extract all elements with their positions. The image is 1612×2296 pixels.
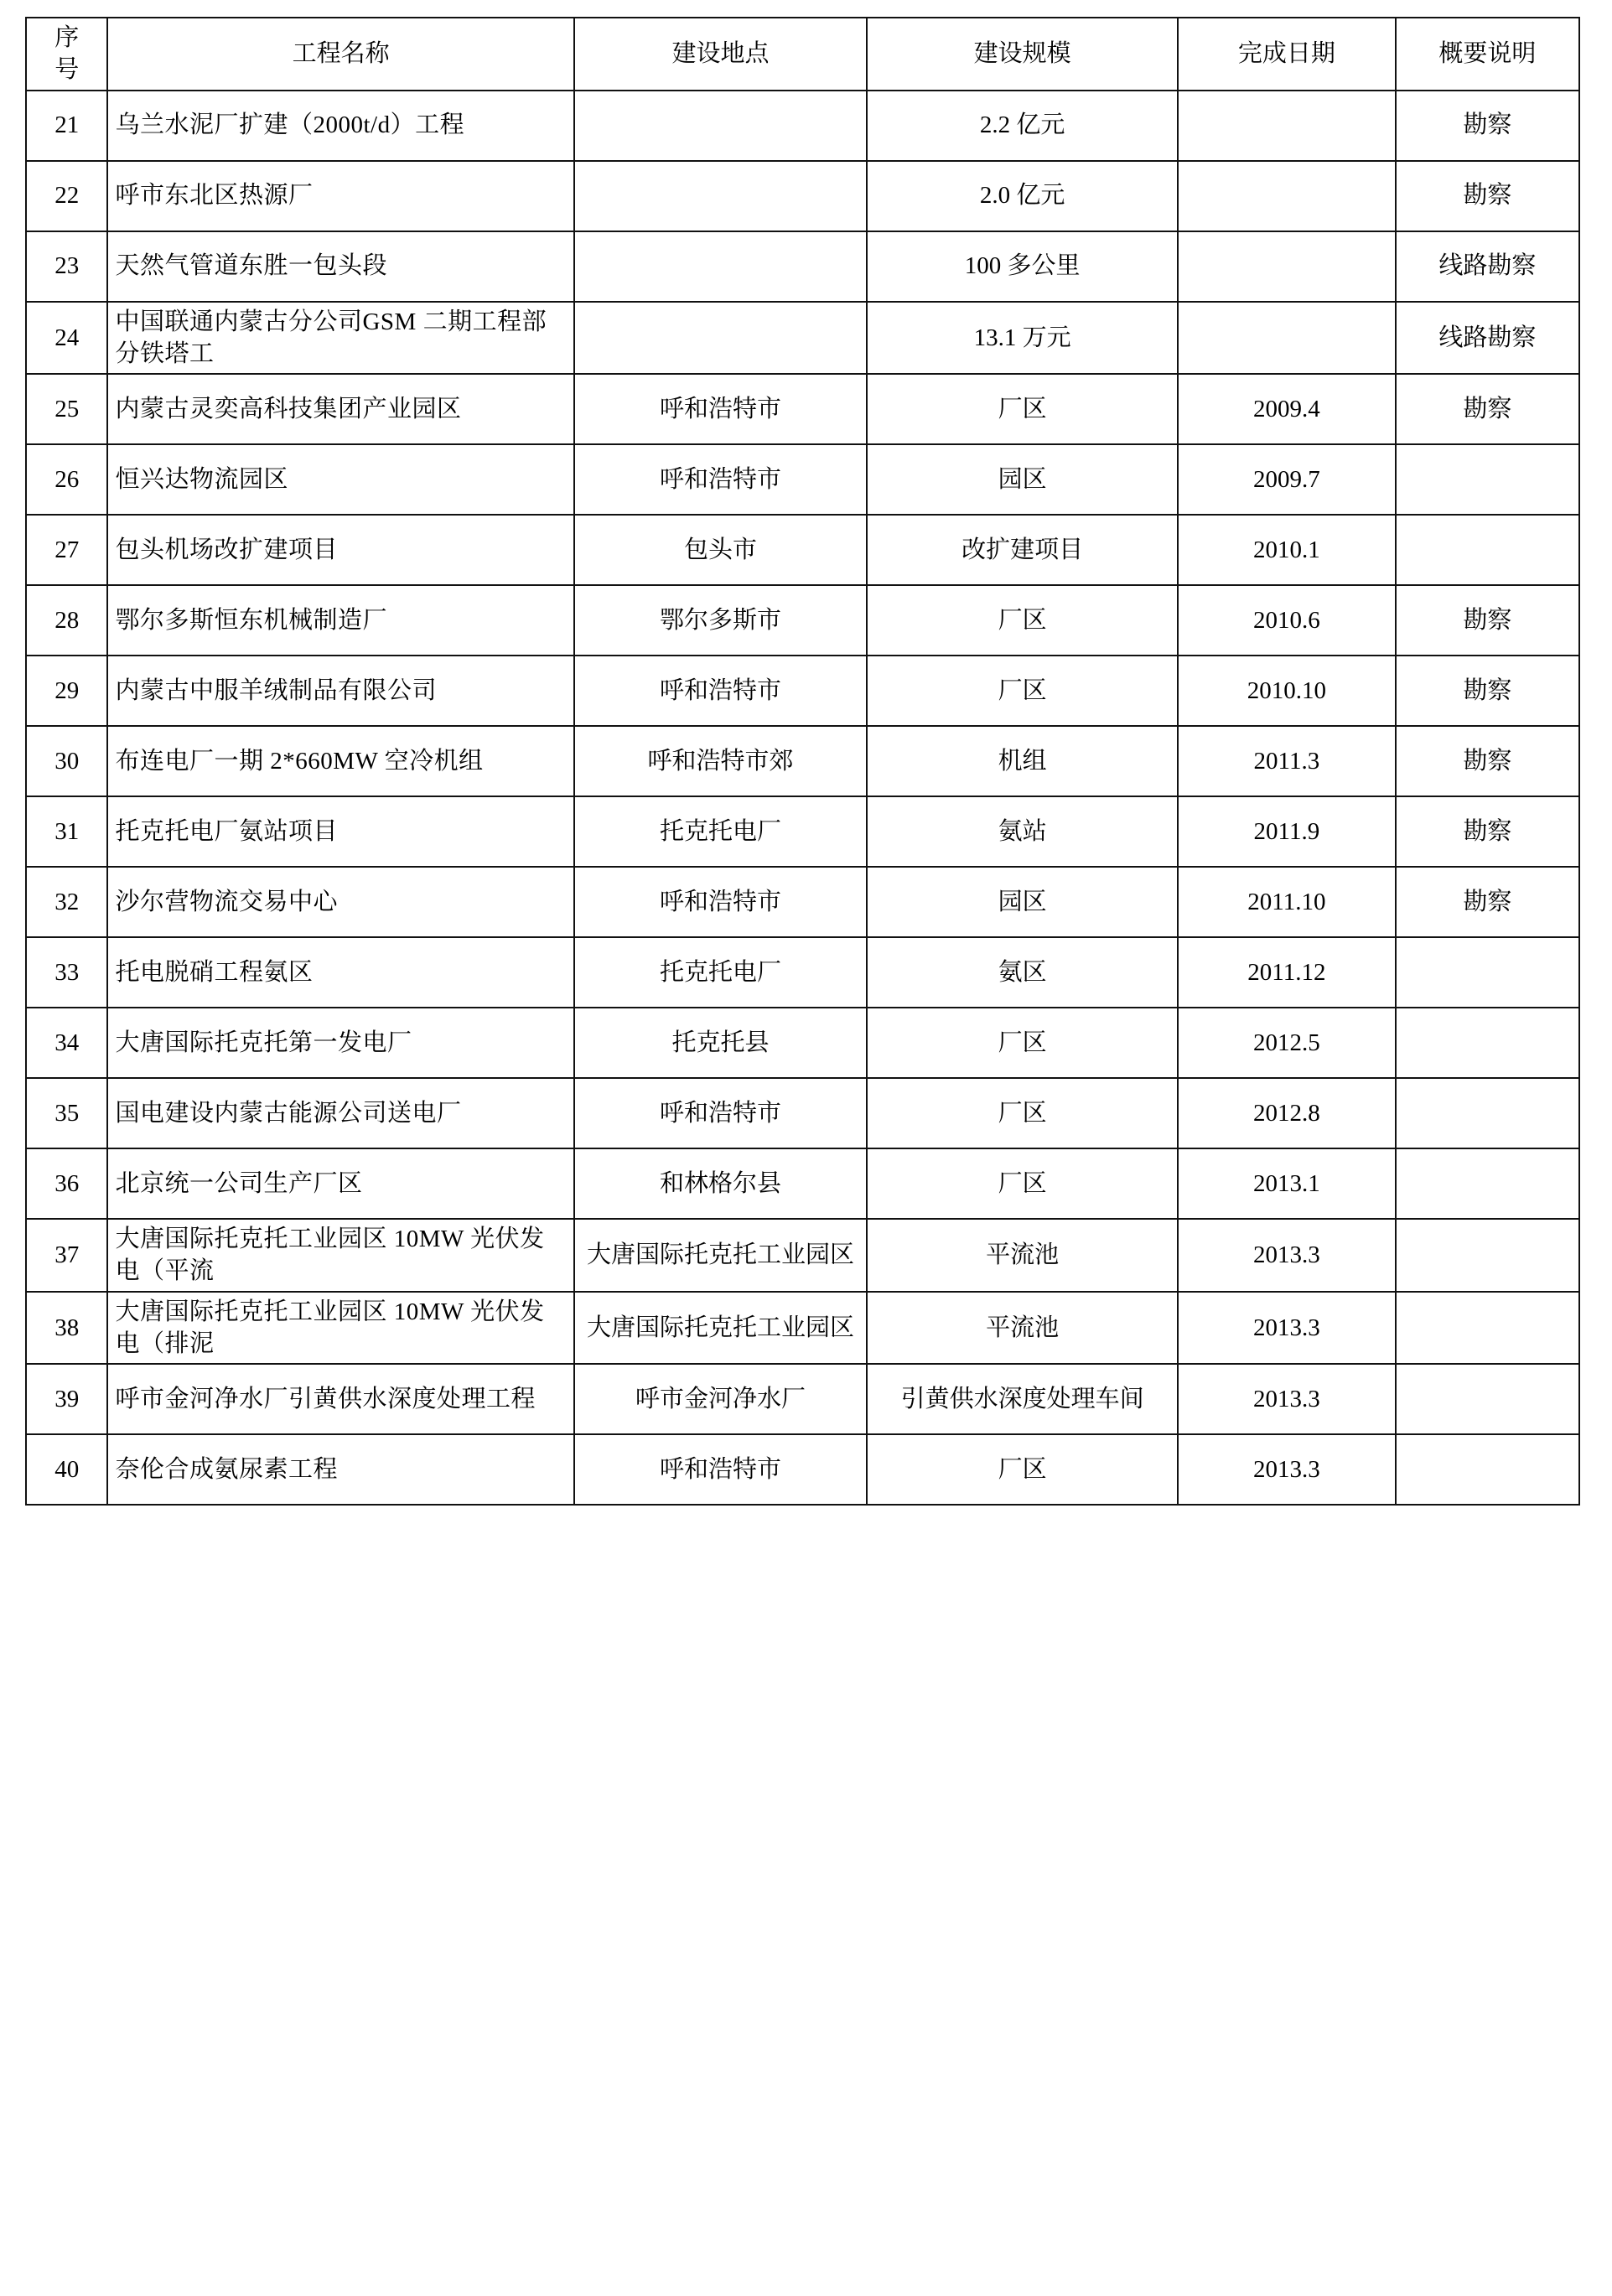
cell-scale: 2.2 亿元	[867, 91, 1178, 161]
cell-name: 托克托电厂氨站项目	[107, 796, 573, 867]
table-header-row	[26, 18, 1579, 91]
table-row	[26, 867, 1579, 937]
cell-site: 和林格尔县	[574, 1148, 868, 1219]
table-row	[26, 1008, 1579, 1078]
column-header-seq-line2: 号	[54, 56, 80, 84]
column-header-note: 概要说明	[1396, 18, 1579, 91]
cell-name: 内蒙古中服羊绒制品有限公司	[107, 656, 573, 726]
cell-site: 托克托电厂	[574, 796, 868, 867]
cell-scale: 园区	[867, 444, 1178, 515]
table-body	[26, 91, 1579, 1506]
cell-note: 勘察	[1396, 585, 1579, 656]
cell-seq: 26	[26, 444, 107, 515]
cell-date: 2013.3	[1178, 1219, 1396, 1292]
cell-scale: 平流池	[867, 1292, 1178, 1365]
cell-site: 呼和浩特市	[574, 444, 868, 515]
cell-note	[1396, 444, 1579, 515]
cell-note	[1396, 1364, 1579, 1434]
cell-date: 2012.5	[1178, 1008, 1396, 1078]
cell-date: 2013.3	[1178, 1434, 1396, 1505]
cell-name: 奈伦合成氨尿素工程	[107, 1434, 573, 1505]
column-header-scale: 建设规模	[867, 18, 1178, 91]
table-row	[26, 585, 1579, 656]
cell-name: 乌兰水泥厂扩建（2000t/d）工程	[107, 91, 573, 161]
cell-date: 2013.3	[1178, 1364, 1396, 1434]
cell-note	[1396, 1292, 1579, 1365]
cell-note: 线路勘察	[1396, 302, 1579, 375]
cell-note: 勘察	[1396, 656, 1579, 726]
cell-site: 大唐国际托克托工业园区	[574, 1219, 868, 1292]
cell-date: 2013.1	[1178, 1148, 1396, 1219]
cell-name: 呼市东北区热源厂	[107, 161, 573, 231]
table-row	[26, 1292, 1579, 1365]
cell-seq: 31	[26, 796, 107, 867]
table-row	[26, 374, 1579, 444]
cell-date	[1178, 91, 1396, 161]
table-row	[26, 231, 1579, 302]
cell-site: 呼和浩特市	[574, 867, 868, 937]
cell-name: 大唐国际托克托工业园区 10MW 光伏发电（排泥	[107, 1292, 573, 1365]
cell-seq: 39	[26, 1364, 107, 1434]
cell-seq: 33	[26, 937, 107, 1008]
cell-note: 勘察	[1396, 867, 1579, 937]
column-header-seq	[26, 18, 107, 91]
cell-name: 鄂尔多斯恒东机械制造厂	[107, 585, 573, 656]
table-row	[26, 515, 1579, 585]
cell-scale: 2.0 亿元	[867, 161, 1178, 231]
cell-date: 2011.3	[1178, 726, 1396, 796]
column-header-site: 建设地点	[574, 18, 868, 91]
cell-seq: 38	[26, 1292, 107, 1365]
cell-note: 勘察	[1396, 91, 1579, 161]
cell-date: 2011.9	[1178, 796, 1396, 867]
cell-note	[1396, 1008, 1579, 1078]
cell-seq: 22	[26, 161, 107, 231]
table-row	[26, 302, 1579, 375]
cell-seq: 25	[26, 374, 107, 444]
cell-seq: 32	[26, 867, 107, 937]
cell-name: 布连电厂一期 2*660MW 空冷机组	[107, 726, 573, 796]
table-row	[26, 1434, 1579, 1505]
table-row	[26, 1364, 1579, 1434]
cell-date: 2012.8	[1178, 1078, 1396, 1148]
cell-scale: 机组	[867, 726, 1178, 796]
cell-name: 内蒙古灵奕高科技集团产业园区	[107, 374, 573, 444]
cell-note	[1396, 937, 1579, 1008]
cell-name: 包头机场改扩建项目	[107, 515, 573, 585]
cell-seq: 40	[26, 1434, 107, 1505]
cell-name: 大唐国际托克托工业园区 10MW 光伏发电（平流	[107, 1219, 573, 1292]
cell-note: 线路勘察	[1396, 231, 1579, 302]
cell-date: 2011.12	[1178, 937, 1396, 1008]
table-row	[26, 937, 1579, 1008]
cell-name: 沙尔营物流交易中心	[107, 867, 573, 937]
cell-seq: 23	[26, 231, 107, 302]
cell-scale: 引黄供水深度处理车间	[867, 1364, 1178, 1434]
cell-date: 2010.6	[1178, 585, 1396, 656]
cell-site: 呼市金河净水厂	[574, 1364, 868, 1434]
cell-name: 天然气管道东胜一包头段	[107, 231, 573, 302]
cell-scale: 13.1 万元	[867, 302, 1178, 375]
cell-date: 2009.4	[1178, 374, 1396, 444]
cell-seq: 35	[26, 1078, 107, 1148]
table-row	[26, 1078, 1579, 1148]
cell-note: 勘察	[1396, 374, 1579, 444]
cell-scale: 氨区	[867, 937, 1178, 1008]
cell-note	[1396, 1148, 1579, 1219]
cell-date	[1178, 302, 1396, 375]
cell-name: 北京统一公司生产厂区	[107, 1148, 573, 1219]
cell-name: 托电脱硝工程氨区	[107, 937, 573, 1008]
cell-scale: 厂区	[867, 1008, 1178, 1078]
cell-site: 呼和浩特市郊	[574, 726, 868, 796]
cell-site	[574, 231, 868, 302]
project-table	[25, 17, 1580, 1506]
table-row	[26, 726, 1579, 796]
cell-scale: 厂区	[867, 1434, 1178, 1505]
cell-scale: 平流池	[867, 1219, 1178, 1292]
cell-note: 勘察	[1396, 796, 1579, 867]
table-row	[26, 161, 1579, 231]
cell-scale: 厂区	[867, 656, 1178, 726]
cell-note	[1396, 515, 1579, 585]
cell-scale: 园区	[867, 867, 1178, 937]
table-row	[26, 656, 1579, 726]
cell-site: 鄂尔多斯市	[574, 585, 868, 656]
cell-site: 包头市	[574, 515, 868, 585]
cell-site: 托克托电厂	[574, 937, 868, 1008]
cell-date: 2011.10	[1178, 867, 1396, 937]
column-header-date: 完成日期	[1178, 18, 1396, 91]
cell-scale: 改扩建项目	[867, 515, 1178, 585]
table-row	[26, 1219, 1579, 1292]
cell-site: 呼和浩特市	[574, 374, 868, 444]
cell-seq: 37	[26, 1219, 107, 1292]
cell-seq: 36	[26, 1148, 107, 1219]
cell-name: 恒兴达物流园区	[107, 444, 573, 515]
cell-scale: 厂区	[867, 585, 1178, 656]
cell-scale: 厂区	[867, 1078, 1178, 1148]
cell-date	[1178, 231, 1396, 302]
cell-site: 大唐国际托克托工业园区	[574, 1292, 868, 1365]
table-header	[26, 18, 1579, 91]
cell-site	[574, 91, 868, 161]
cell-note	[1396, 1219, 1579, 1292]
cell-seq: 21	[26, 91, 107, 161]
cell-date: 2013.3	[1178, 1292, 1396, 1365]
cell-note: 勘察	[1396, 726, 1579, 796]
cell-scale: 氨站	[867, 796, 1178, 867]
cell-note	[1396, 1078, 1579, 1148]
cell-site: 呼和浩特市	[574, 1078, 868, 1148]
cell-seq: 24	[26, 302, 107, 375]
cell-site: 呼和浩特市	[574, 656, 868, 726]
cell-name: 呼市金河净水厂引黄供水深度处理工程	[107, 1364, 573, 1434]
table-row	[26, 1148, 1579, 1219]
cell-seq: 30	[26, 726, 107, 796]
cell-name: 大唐国际托克托第一发电厂	[107, 1008, 573, 1078]
cell-date	[1178, 161, 1396, 231]
table-row	[26, 91, 1579, 161]
cell-site	[574, 161, 868, 231]
cell-name: 中国联通内蒙古分公司GSM 二期工程部分铁塔工	[107, 302, 573, 375]
table-row	[26, 444, 1579, 515]
column-header-seq-line1: 序	[54, 24, 80, 51]
cell-site: 呼和浩特市	[574, 1434, 868, 1505]
cell-date: 2010.1	[1178, 515, 1396, 585]
cell-seq: 29	[26, 656, 107, 726]
table-row	[26, 796, 1579, 867]
cell-name: 国电建设内蒙古能源公司送电厂	[107, 1078, 573, 1148]
cell-scale: 厂区	[867, 374, 1178, 444]
cell-scale: 100 多公里	[867, 231, 1178, 302]
cell-note: 勘察	[1396, 161, 1579, 231]
cell-scale: 厂区	[867, 1148, 1178, 1219]
cell-seq: 34	[26, 1008, 107, 1078]
cell-note	[1396, 1434, 1579, 1505]
cell-site: 托克托县	[574, 1008, 868, 1078]
cell-seq: 28	[26, 585, 107, 656]
cell-site	[574, 302, 868, 375]
cell-date: 2010.10	[1178, 656, 1396, 726]
column-header-name: 工程名称	[107, 18, 573, 91]
cell-date: 2009.7	[1178, 444, 1396, 515]
cell-seq: 27	[26, 515, 107, 585]
